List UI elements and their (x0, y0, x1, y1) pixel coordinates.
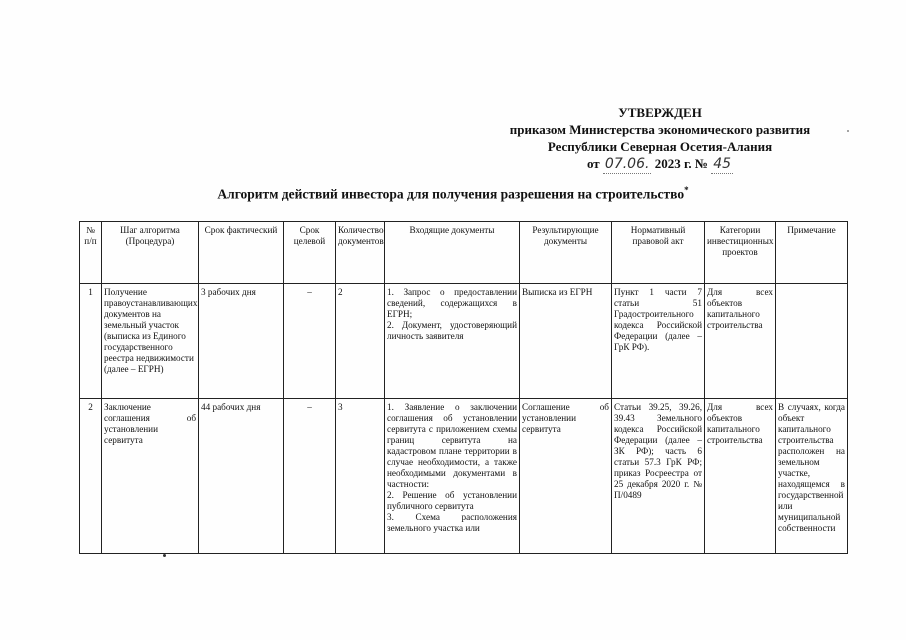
header-doc-count: Количество документов (336, 222, 385, 284)
input-doc-item: 1. Заявление о заключении соглашения об установлении сервитута с приложением схемы границ сервитута на кадастровом плане территории в случае необходимости, а также необходимыми документами в частности: (387, 402, 517, 489)
row-doc-count: 2 (336, 284, 385, 399)
row-target-term: – (284, 399, 336, 554)
header-input-docs: Входящие документы (385, 222, 520, 284)
handwritten-number: 45 (713, 156, 732, 172)
input-doc-item: 2. Документ, удостоверяющий личность заявителя (387, 320, 517, 341)
header-note: Примечание (776, 222, 848, 284)
row-note (776, 284, 848, 399)
row-num: 1 (80, 284, 102, 399)
date-year: 2023 г. № (654, 156, 708, 171)
handwritten-date: 07.06. (604, 156, 650, 172)
row-categories: Для всех объектов капитального строительства (705, 284, 776, 399)
header-step: Шаг алгоритма (Процедура) (102, 222, 199, 284)
row-categories: Для всех объектов капитального строительства (705, 399, 776, 554)
approval-date-line (440, 155, 880, 174)
input-doc-item: 2. Решение об установлении публичного сервитута (387, 490, 517, 511)
scan-speck (163, 554, 166, 557)
input-doc-item: 3. Схема расположения земельного участка или (387, 512, 517, 533)
document-title (0, 185, 906, 203)
row-result-docs: Соглашение об установлении сервитута (520, 399, 612, 554)
approval-republic: Республики Северная Осетия-Алания (547, 139, 773, 154)
approval-heading: УТВЕРЖДЕН (618, 105, 702, 120)
row-actual-term: 3 рабочих дня (199, 284, 284, 399)
row-num: 2 (80, 399, 102, 554)
row-target-term: – (284, 284, 336, 399)
table-header-row (80, 222, 848, 284)
table-row (80, 284, 848, 399)
table-row (80, 399, 848, 554)
row-legal-act: Пункт 1 части 7 статьи 51 Градостроительного кодекса Российской Федерации (далее – ГрК РФ). (612, 284, 705, 399)
row-result-docs: Выписка из ЕГРН (520, 284, 612, 399)
row-input-docs (385, 399, 520, 554)
header-target-term: Срок целевой (284, 222, 336, 284)
header-actual-term: Срок фактический (199, 222, 284, 284)
date-prefix: от (586, 156, 600, 171)
row-legal-act: Статьи 39.25, 39.26, 39.43 Земельного кодекса Российской Федерации (далее – ЗК РФ); часть 6 статьи 57.3 ГрК РФ; приказ Росреестра от 25 декабря 2020 г. № П/0489 (612, 399, 705, 554)
row-actual-term: 44 рабочих дня (199, 399, 284, 554)
title-text: Алгоритм действий инвестора для получения разрешения на строительство (217, 186, 685, 202)
approval-ministry: приказом Министерства экономического развития (509, 122, 811, 137)
header-legal-act: Нормативный правовой акт (612, 222, 705, 284)
header-num: № п/п (80, 222, 102, 284)
row-note: В случаях, когда объект капитального строительства расположен на земельном участке, находящемся в государственной или муниципальной собственности (776, 399, 848, 554)
row-step: Получение правоустанавливающих документов на земельный участок (выписка из Единого государственного реестра недвижимости (далее – ЕГРН) (102, 284, 199, 399)
row-input-docs (385, 284, 520, 399)
title-footnote-mark: * (684, 185, 689, 195)
input-doc-item: 1. Запрос о предоставлении сведений, содержащихся в ЕГРН; (387, 287, 517, 319)
approval-stamp (440, 104, 880, 174)
algorithm-table (79, 221, 848, 554)
scan-speck (847, 130, 849, 132)
row-doc-count: 3 (336, 399, 385, 554)
row-step: Заключение соглашения об установлении сервитута (102, 399, 199, 554)
header-categories: Категории инвестиционных проектов (705, 222, 776, 284)
header-result-docs: Результирующие документы (520, 222, 612, 284)
